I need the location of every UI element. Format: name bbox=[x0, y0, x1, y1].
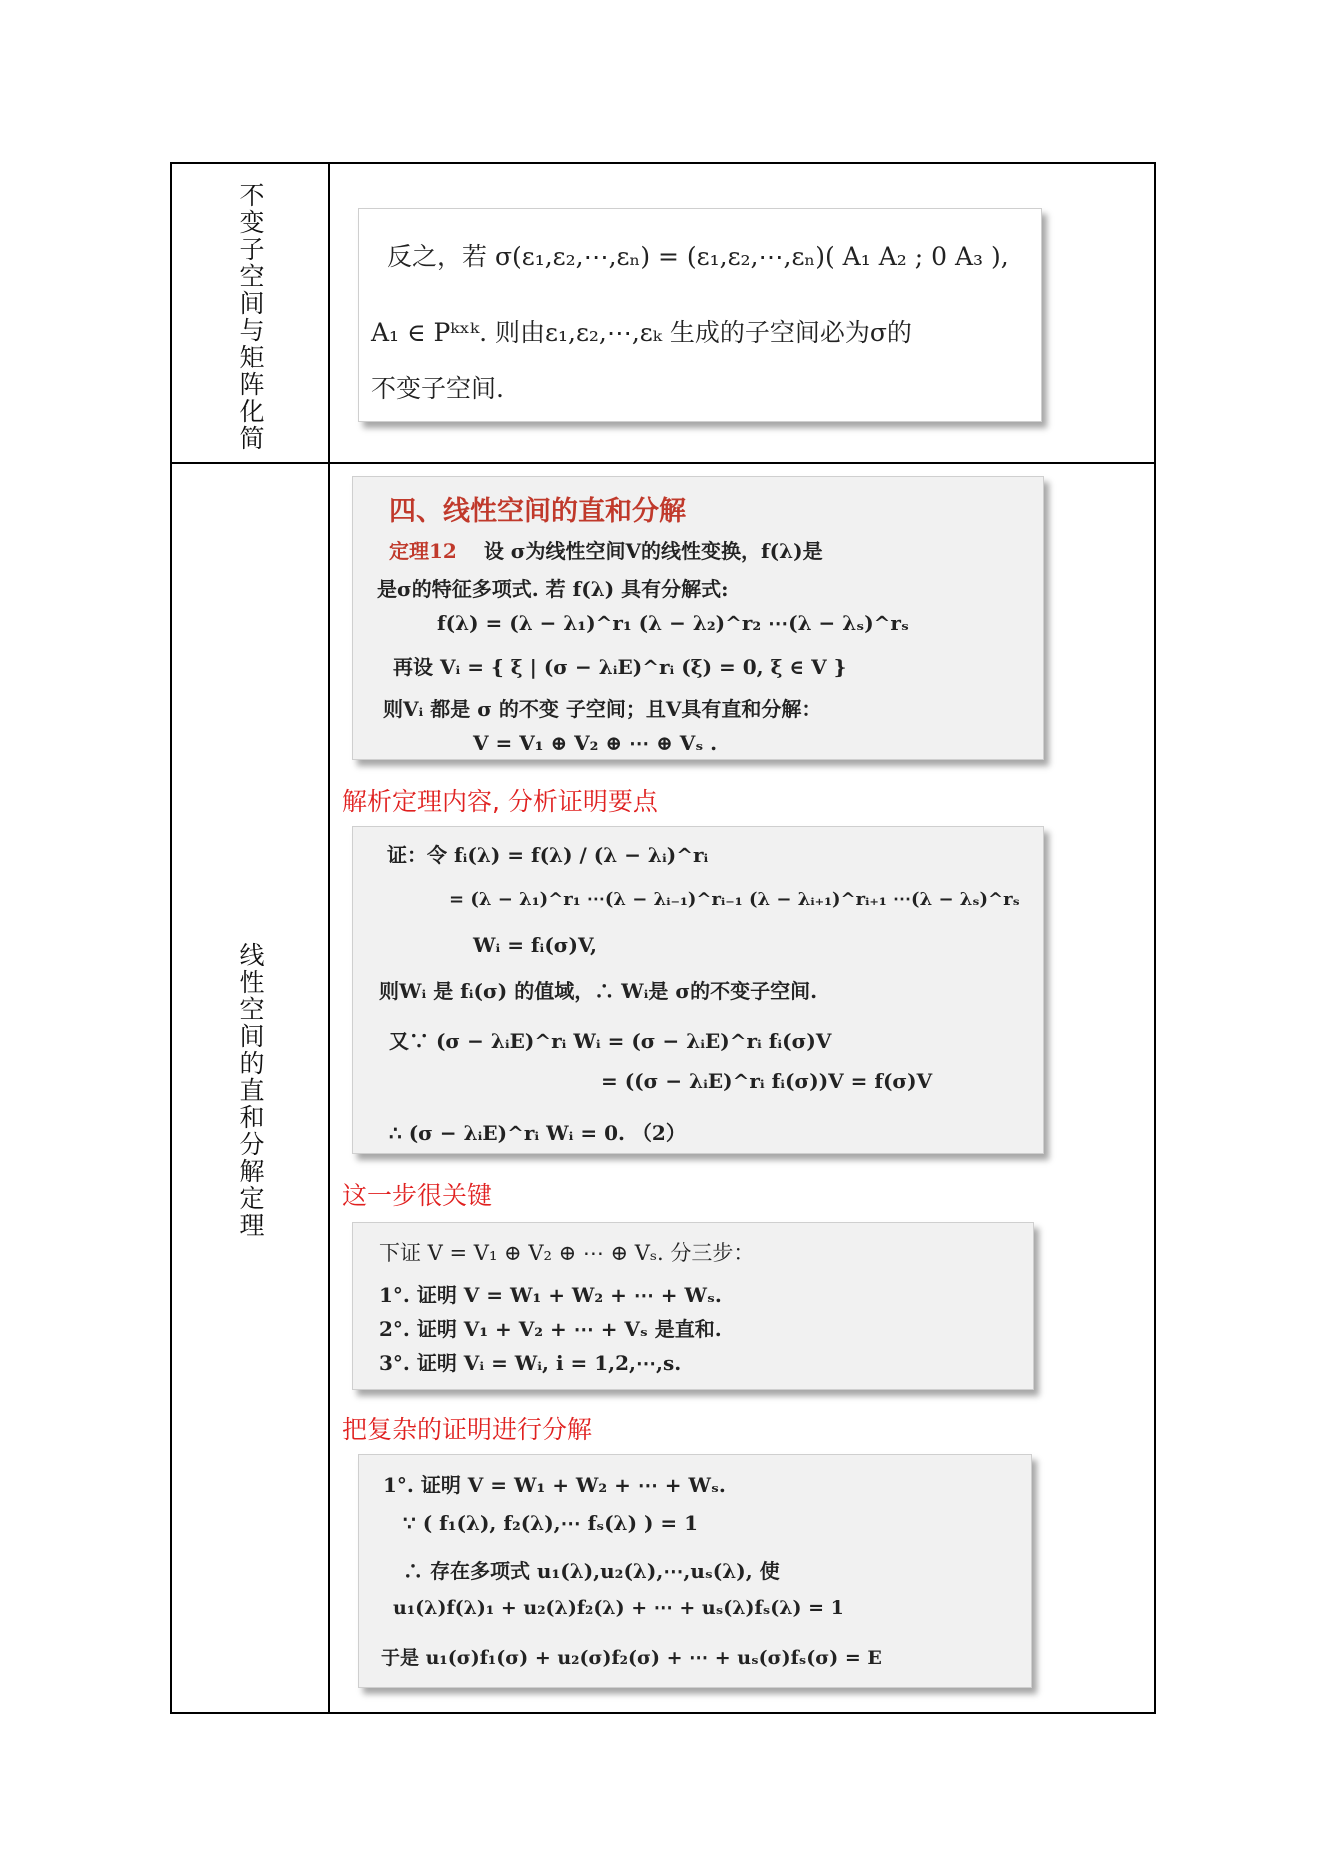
section-content-direct-sum bbox=[329, 463, 1155, 1713]
slide3-line4: 则Wᵢ 是 fᵢ(σ) 的值域，∴ Wᵢ是 σ的不变子空间. bbox=[379, 979, 818, 1003]
note-key-step: 这一步很关键 bbox=[342, 1181, 493, 1210]
slide1-line2: A₁ ∈ Pᵏˣᵏ. 则由ε₁,ε₂,⋯,εₖ 生成的子空间必为σ的 bbox=[371, 318, 912, 347]
slide3-line6: = ((σ − λᵢE)^rᵢ fᵢ(σ))V = f(σ)V bbox=[601, 1069, 933, 1093]
slide1-line1: 反之，若 σ(ε₁,ε₂,⋯,εₙ) = (ε₁,ε₂,⋯,εₙ)( A₁ A₂ ; 0 A₃ ), bbox=[387, 242, 1009, 271]
slide2-theorem-line bbox=[389, 535, 823, 564]
theorem-label: 定理12 bbox=[389, 539, 457, 563]
slide2-line6: V = V₁ ⊕ V₂ ⊕ ⋯ ⊕ Vₛ . bbox=[473, 731, 718, 755]
slide4-line4: 3°. 证明 Vᵢ = Wᵢ, i = 1,2,⋯,s. bbox=[379, 1351, 682, 1375]
note-analyze-theorem: 解析定理内容, 分析证明要点 bbox=[342, 787, 658, 816]
slide3-line2: = (λ − λ₁)^r₁ ⋯(λ − λᵢ₋₁)^rᵢ₋₁ (λ − λᵢ₊₁)^rᵢ₊₁ ⋯(λ − λₛ)^rₛ bbox=[449, 889, 1020, 910]
slide4-line3: 2°. 证明 V₁ + V₂ + ⋯ + Vₛ 是直和. bbox=[379, 1317, 722, 1341]
slide5-line5: 于是 u₁(σ)f₁(σ) + u₂(σ)f₂(σ) + ⋯ + uₛ(σ)fₛ(σ) = E bbox=[381, 1647, 882, 1669]
slide5-line1: 1°. 证明 V = W₁ + W₂ + ⋯ + Wₛ. bbox=[383, 1473, 726, 1497]
slide2-line2: 是σ的特征多项式. 若 f(λ) 具有分解式: bbox=[377, 577, 729, 601]
section-label-cell bbox=[171, 163, 329, 463]
slide-converse-statement bbox=[358, 208, 1042, 422]
slide5-line3: ∴ 存在多项式 u₁(λ),u₂(λ),⋯,uₛ(λ), 使 bbox=[403, 1559, 780, 1583]
theorem-text: 设 σ为线性空间V的线性变换，f(λ)是 bbox=[483, 539, 823, 563]
slide2-line3: f(λ) = (λ − λ₁)^r₁ (λ − λ₂)^r₂ ⋯(λ − λₛ)^rₛ bbox=[437, 611, 909, 635]
slide-proof-step1 bbox=[358, 1454, 1032, 1688]
slide2-title: 四、线性空间的直和分解 bbox=[389, 496, 686, 527]
slide3-line7: ∴ (σ − λᵢE)^rᵢ Wᵢ = 0. （2） bbox=[389, 1121, 686, 1145]
slide-proof-outline bbox=[352, 1222, 1034, 1390]
slide3-line3: Wᵢ = fᵢ(σ)V, bbox=[473, 933, 597, 957]
content-table bbox=[170, 162, 1156, 1714]
slide5-line2: ∵ ( f₁(λ), f₂(λ),⋯ fₛ(λ) ) = 1 bbox=[403, 1511, 699, 1535]
note-decompose-proof: 把复杂的证明进行分解 bbox=[342, 1415, 593, 1444]
slide3-line1: 证：令 fᵢ(λ) = f(λ) / (λ − λᵢ)^rᵢ bbox=[387, 843, 709, 867]
section-content-invariant-subspace bbox=[329, 163, 1155, 463]
slide-proof-part1 bbox=[352, 826, 1044, 1154]
slide4-line2: 1°. 证明 V = W₁ + W₂ + ⋯ + Wₛ. bbox=[379, 1283, 722, 1307]
slide3-line5: 又∵ (σ − λᵢE)^rᵢ Wᵢ = (σ − λᵢE)^rᵢ fᵢ(σ)V bbox=[389, 1029, 832, 1053]
section-label-direct-sum: 线性空间的直和分解定理 bbox=[236, 942, 265, 1239]
section-label-cell bbox=[171, 463, 329, 1713]
section-label-invariant-subspace: 不变子空间与矩阵化简 bbox=[236, 182, 265, 452]
slide1-line3: 不变子空间. bbox=[371, 374, 504, 403]
slide2-line4: 再设 Vᵢ = { ξ | (σ − λᵢE)^rᵢ (ξ) = 0, ξ ∈ V } bbox=[393, 655, 847, 679]
slide4-line1: 下证 V = V₁ ⊕ V₂ ⊕ ⋯ ⊕ Vₛ. 分三步： bbox=[379, 1241, 755, 1265]
slide2-line5: 则Vᵢ 都是 σ 的不变 子空间；且V具有直和分解： bbox=[383, 697, 822, 721]
slide-theorem-12 bbox=[352, 476, 1044, 760]
slide5-line4: u₁(λ)f(λ)₁ + u₂(λ)f₂(λ) + ⋯ + uₛ(λ)fₛ(λ) = 1 bbox=[393, 1597, 844, 1619]
